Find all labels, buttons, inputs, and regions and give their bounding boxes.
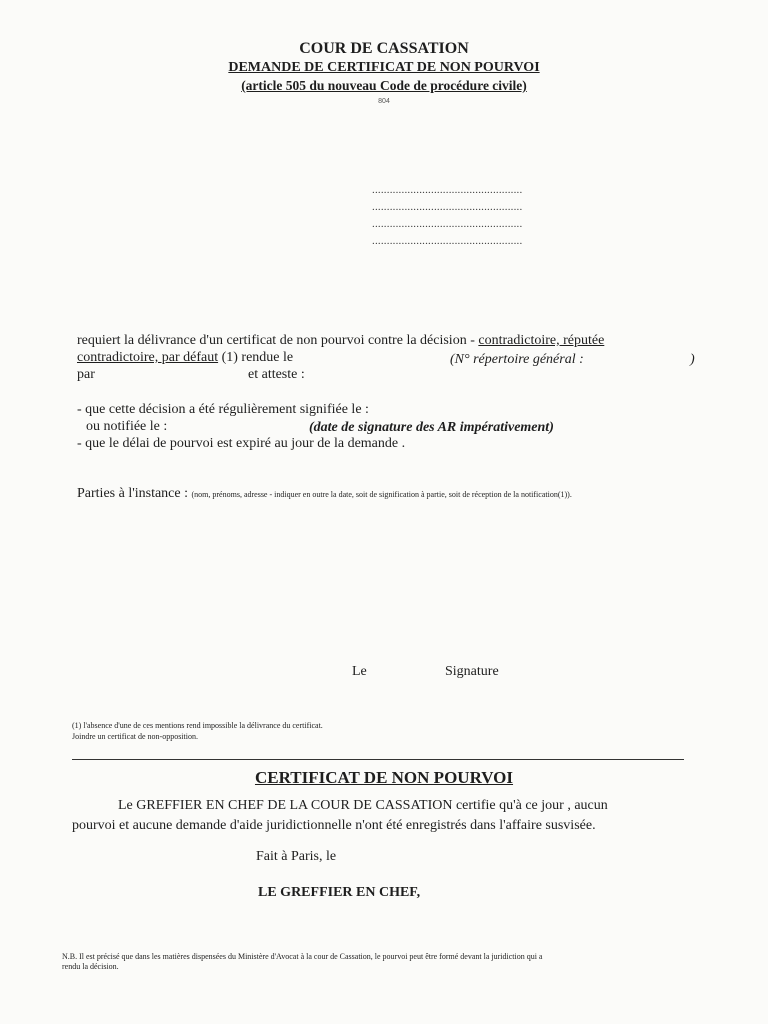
nb-line-2: rendu la décision. [62, 962, 119, 971]
address-line-2[interactable]: ................................................... [372, 201, 523, 213]
article-reference: (article 505 du nouveau Code de procédure civile) [241, 78, 527, 93]
certificate-line-1: Le GREFFIER EN CHEF DE LA COUR DE CASSATION certifie qu'à ce jour , aucun [118, 798, 608, 813]
certificate-line-2: pourvoi et aucune demande d'aide juridictionnelle n'ont été enregistrés dans l'affaire susvisée. [72, 818, 596, 833]
form-code: 804 [378, 98, 390, 105]
greffier-signature: LE GREFFIER EN CHEF, [258, 885, 421, 900]
request-text: requiert la délivrance d'un certificat de non pourvoi contre la décision - [77, 333, 479, 348]
parties-label: Parties à l'instance : [77, 486, 188, 501]
signified-statement: - que cette décision a été régulièrement signifiée le : [77, 402, 369, 417]
repertoire-close: ) [690, 352, 695, 367]
request-line-1 [77, 333, 604, 349]
section-divider [72, 759, 684, 760]
footnote-2: Joindre un certificat de non-opposition. [72, 732, 198, 741]
fait-a-paris: Fait à Paris, le [256, 849, 337, 864]
footnote-1: (1) l'absence d'une de ces mentions rend impossible la délivrance du certificat. [72, 721, 323, 730]
notified-label: ou notifiée le : [86, 419, 168, 434]
decision-type-options-cont: contradictoire, par défaut [77, 350, 219, 365]
rendered-on-label: (1) rendue le [218, 350, 294, 365]
nb-line-1: N.B. Il est précisé que dans les matières dispensées du Ministère d'Avocat à la cour de Cassation, le pourvoi peut être formé devant la juridiction qui a [62, 952, 543, 961]
date-label: Le [352, 664, 367, 679]
atteste-label: et atteste : [248, 367, 305, 382]
form-subtitle: DEMANDE DE CERTIFICAT DE NON POURVOI [228, 60, 540, 75]
request-line-2 [77, 350, 293, 366]
parties-note: (nom, prénoms, adresse - indiquer en outre la date, soit de signification à partie, soit de réception de la notification(1)). [191, 490, 572, 499]
repertoire-label: (N° répertoire général : [450, 352, 584, 367]
decision-type-options: contradictoire, réputée [478, 333, 605, 348]
address-line-1[interactable]: ................................................... [372, 184, 523, 196]
par-label: par [77, 367, 95, 382]
address-line-3[interactable]: ................................................... [372, 218, 523, 230]
certificate-title: CERTIFICAT DE NON POURVOI [254, 768, 514, 787]
expired-statement: - que le délai de pourvoi est expiré au jour de la demande . [77, 436, 406, 451]
parties-line [77, 486, 572, 502]
address-line-4[interactable]: ................................................... [372, 235, 523, 247]
court-title: COUR DE CASSATION [299, 40, 469, 57]
signature-label: Signature [445, 664, 499, 679]
ar-signature-note: (date de signature des AR impérativement) [309, 420, 554, 435]
